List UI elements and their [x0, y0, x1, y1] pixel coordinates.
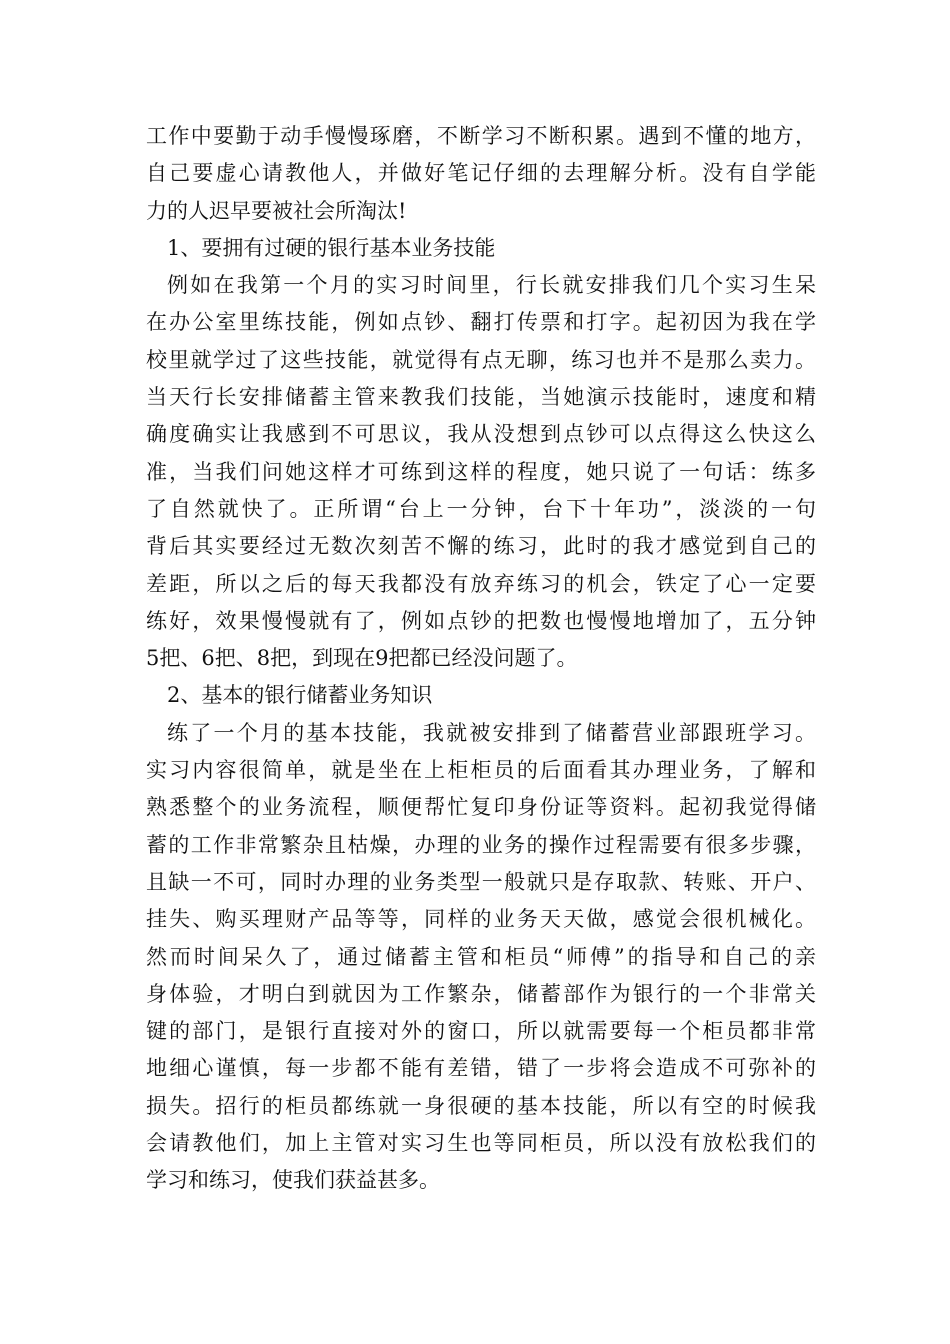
- text-line: 力的人迟早要被社会所淘汰!: [146, 198, 407, 223]
- text-line: 自己要虚心请教他人，并做好笔记仔细的去理解分析。没有自学能: [146, 161, 816, 186]
- text-line: 5把、6把、8把，到现在9把都已经没问题了。: [146, 646, 578, 671]
- text-line: 1、要拥有过硬的银行基本业务技能: [167, 235, 496, 260]
- text-line: 熟悉整个的业务流程，顺便帮忙复印身份证等资料。起初我觉得储: [146, 795, 816, 820]
- text-line: 当天行长安排储蓄主管来教我们技能，当她演示技能时，速度和精: [146, 385, 816, 410]
- text-line: 且缺一不可，同时办理的业务类型一般就只是存取款、转账、开户、: [146, 869, 816, 894]
- text-line: 然而时间呆久了，通过储蓄主管和柜员“师傅”的指导和自己的亲: [146, 944, 816, 969]
- text-line: 身体验，才明白到就因为工作繁杂，储蓄部作为银行的一个非常关: [146, 981, 816, 1006]
- text-line: 实习内容很简单，就是坐在上柜柜员的后面看其办理业务，了解和: [146, 758, 816, 783]
- text-line: 了自然就快了。正所谓“台上一分钟，台下十年功”，淡淡的一句: [146, 496, 816, 521]
- text-line: 背后其实要经过无数次刻苦不懈的练习，此时的我才感觉到自己的: [146, 534, 816, 559]
- text-line: 练了一个月的基本技能，我就被安排到了储蓄营业部跟班学习。: [167, 720, 816, 745]
- text-line: 地细心谨慎，每一步都不能有差错，错了一步将会造成不可弥补的: [146, 1056, 816, 1081]
- text-line: 练好，效果慢慢就有了，例如点钞的把数也慢慢地增加了，五分钟: [146, 608, 816, 633]
- text-line: 在办公室里练技能，例如点钞、翻打传票和打字。起初因为我在学: [146, 310, 816, 335]
- text-line: 校里就学过了这些技能，就觉得有点无聊，练习也并不是那么卖力。: [146, 347, 816, 372]
- text-line: 学习和练习，使我们获益甚多。: [146, 1168, 440, 1193]
- text-line: 蓄的工作非常繁杂且枯燥，办理的业务的操作过程需要有很多步骤，: [146, 832, 816, 857]
- text-line: 差距，所以之后的每天我都没有放弃练习的机会，铁定了心一定要: [146, 571, 816, 596]
- text-line: 例如在我第一个月的实习时间里，行长就安排我们几个实习生呆: [167, 273, 816, 298]
- text-line: 2、基本的银行储蓄业务知识: [167, 683, 433, 708]
- text-line: 准，当我们问她这样才可练到这样的程度，她只说了一句话：练多: [146, 459, 816, 484]
- text-line: 挂失、购买理财产品等等，同样的业务天天做，感觉会很机械化。: [146, 907, 816, 932]
- body-text: [146, 118, 816, 1200]
- text-line: 会请教他们，加上主管对实习生也等同柜员，所以没有放松我们的: [146, 1131, 816, 1156]
- text-line: 键的部门，是银行直接对外的窗口，所以就需要每一个柜员都非常: [146, 1019, 816, 1044]
- text-line: 损失。招行的柜员都练就一身很硬的基本技能，所以有空的时候我: [146, 1093, 816, 1118]
- text-line: 工作中要勤于动手慢慢琢磨，不断学习不断积累。遇到不懂的地方，: [146, 124, 816, 148]
- text-line: 确度确实让我感到不可思议，我从没想到点钞可以点得这么快这么: [146, 422, 816, 447]
